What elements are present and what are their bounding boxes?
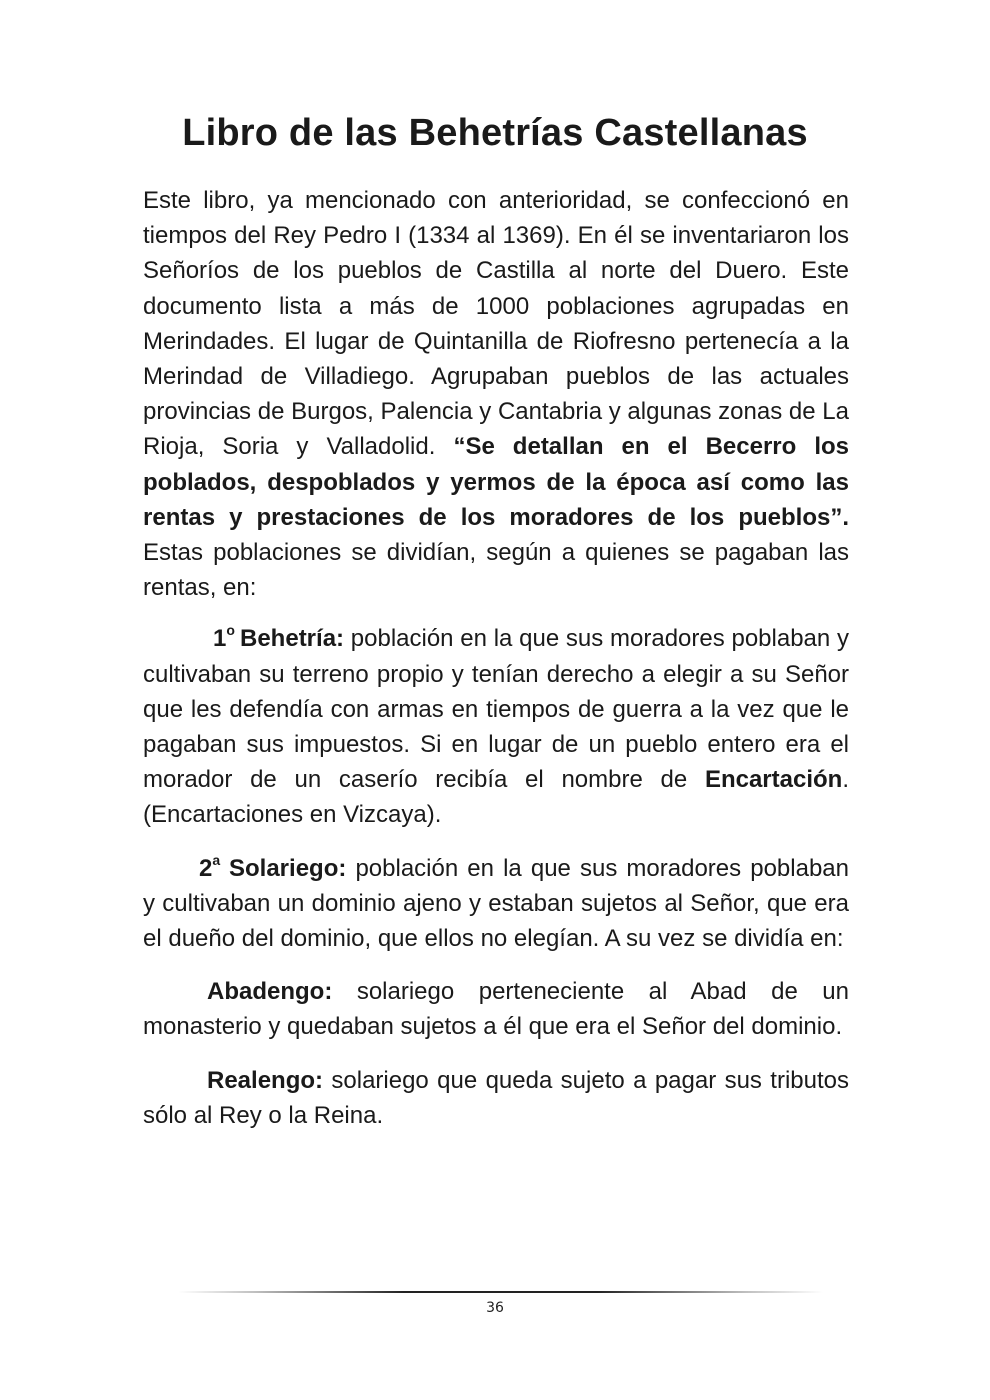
solariego-text: población en la que sus moradores poblaban y cultivaban un dominio ajeno y estaban sujetos al Señor, que era el dueño del dominio, que ellos no elegían. A su vez se dividía en: xyxy=(143,854,849,953)
behetria-paragraph xyxy=(143,621,849,832)
solariego-term: Solariego: xyxy=(229,854,347,882)
intro-paragraph xyxy=(143,183,849,605)
behetria-text-b: . (Encartaciones en Vizcaya). xyxy=(143,766,849,829)
abadengo-term: Abadengo: xyxy=(207,978,333,1006)
abadengo-paragraph xyxy=(143,974,849,1044)
footer-divider xyxy=(178,1291,823,1293)
body-text xyxy=(143,183,849,1133)
item-number-1: 1$^o$ xyxy=(213,622,235,653)
encartacion-term: Encartación xyxy=(704,766,843,794)
item-number-2: 2$^a$ xyxy=(199,851,221,882)
abadengo-text: solariego perteneciente al Abad de un monasterio y quedaban sujetos a él que era el Señor del dominio. xyxy=(143,978,849,1041)
solariego-paragraph xyxy=(143,851,849,957)
intro-text-b: Estas poblaciones se dividían, según a quienes se pagaban las rentas, en: xyxy=(143,539,849,602)
intro-text-a: Este libro, ya mencionado con anterioridad, se confeccionó en tiempos del Rey Pedro I (1334 al 1369). En él se inventariaron los Señoríos de los pueblos de Castilla al norte del Duero. Este documento lista a más de 1000 poblaciones agrupadas en Merindades. El lugar de Quintanilla de Riofresno pertenecía a la Merindad de Villadiego. Agrupaban pueblos de las actuales provincias de Burgos, Palencia y Cantabria y algunas zonas de La Rioja, Soria y Valladolid. xyxy=(143,187,849,461)
behetria-term: Behetría: xyxy=(240,625,345,653)
realengo-term: Realengo: xyxy=(207,1066,324,1094)
page-number: 36 xyxy=(486,1300,504,1316)
page-title: Libro de las Behetrías Castellanas xyxy=(182,112,808,154)
behetria-text-a: población en la que sus moradores poblaban y cultivaban su terreno propio y tenían derecho a elegir a su Señor que les defendía con armas en tiempos de guerra a la vez que le pagaban sus impuestos. Si en lugar de un pueblo entero era el morador de un caserío recibía el nombre de xyxy=(143,625,849,794)
realengo-text: solariego que queda sujeto a pagar sus tributos sólo al Rey o la Reina. xyxy=(143,1066,849,1129)
intro-quote: “Se detallan en el Becerro los poblados, despoblados y yermos de la época así como las rentas y prestaciones de los moradores de los pueblos”. xyxy=(143,433,849,531)
realengo-paragraph xyxy=(143,1063,849,1133)
